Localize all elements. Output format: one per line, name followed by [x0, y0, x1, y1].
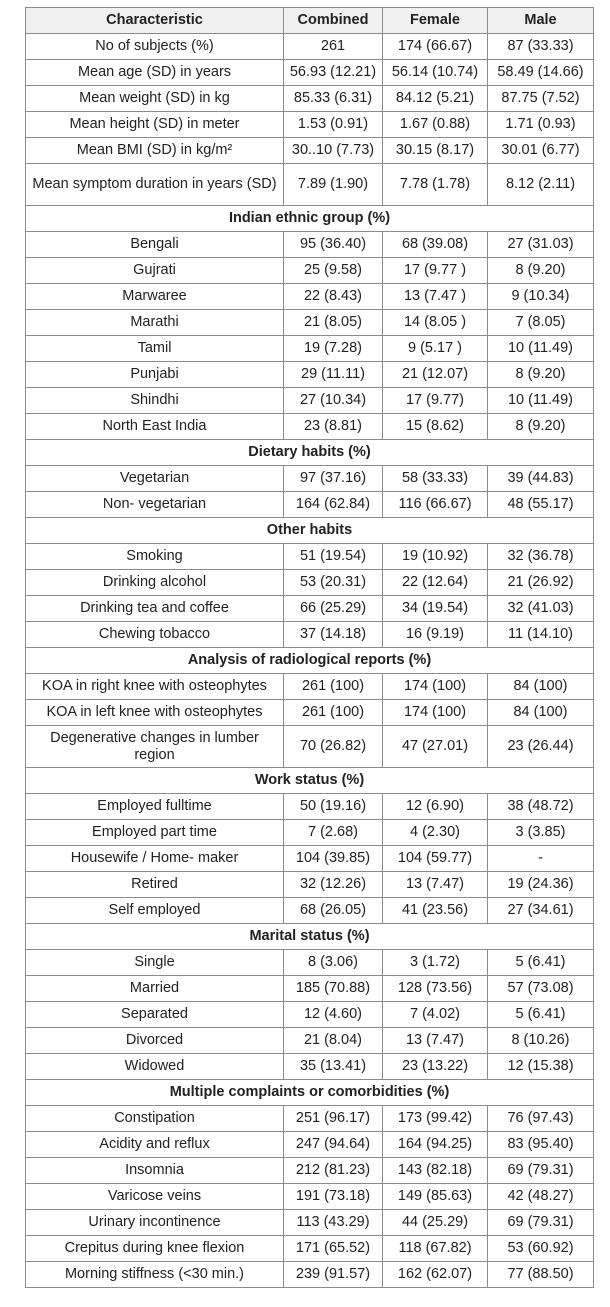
male-cell: 8 (10.26): [488, 1028, 594, 1054]
female-cell: 174 (66.67): [383, 34, 488, 60]
characteristic-cell: Crepitus during knee flexion: [26, 1236, 284, 1262]
combined-cell: 185 (70.88): [284, 976, 383, 1002]
section-header-row: [26, 440, 594, 466]
table-row: [26, 1184, 594, 1210]
combined-cell: 56.93 (12.21): [284, 60, 383, 86]
female-cell: 14 (8.05 ): [383, 310, 488, 336]
male-cell: 8 (9.20): [488, 362, 594, 388]
table-row: [26, 1028, 594, 1054]
table-row: [26, 86, 594, 112]
section-title: Analysis of radiological reports (%): [26, 648, 594, 674]
header-combined: Combined: [284, 8, 383, 34]
female-cell: 174 (100): [383, 674, 488, 700]
combined-cell: 53 (20.31): [284, 570, 383, 596]
male-cell: 53 (60.92): [488, 1236, 594, 1262]
male-cell: 1.71 (0.93): [488, 112, 594, 138]
characteristic-cell: Vegetarian: [26, 466, 284, 492]
male-cell: 12 (15.38): [488, 1054, 594, 1080]
combined-cell: 95 (36.40): [284, 232, 383, 258]
combined-cell: 70 (26.82): [284, 726, 383, 768]
header-male: Male: [488, 8, 594, 34]
section-header-row: [26, 518, 594, 544]
characteristic-cell: Mean age (SD) in years: [26, 60, 284, 86]
male-cell: 87.75 (7.52): [488, 86, 594, 112]
female-cell: 9 (5.17 ): [383, 336, 488, 362]
combined-cell: 261: [284, 34, 383, 60]
section-header-row: [26, 924, 594, 950]
female-cell: 173 (99.42): [383, 1106, 488, 1132]
combined-cell: 1.53 (0.91): [284, 112, 383, 138]
male-cell: 83 (95.40): [488, 1132, 594, 1158]
male-cell: 21 (26.92): [488, 570, 594, 596]
characteristic-cell: Acidity and reflux: [26, 1132, 284, 1158]
characteristic-cell: Retired: [26, 872, 284, 898]
table-header-row: [26, 8, 594, 34]
table-row: [26, 112, 594, 138]
characteristic-cell: Morning stiffness (<30 min.): [26, 1262, 284, 1288]
female-cell: 118 (67.82): [383, 1236, 488, 1262]
female-cell: 22 (12.64): [383, 570, 488, 596]
combined-cell: 27 (10.34): [284, 388, 383, 414]
combined-cell: 251 (96.17): [284, 1106, 383, 1132]
combined-cell: 7.89 (1.90): [284, 164, 383, 206]
combined-cell: 261 (100): [284, 700, 383, 726]
characteristic-cell: Mean weight (SD) in kg: [26, 86, 284, 112]
female-cell: 47 (27.01): [383, 726, 488, 768]
characteristic-cell: No of subjects (%): [26, 34, 284, 60]
table-row: [26, 622, 594, 648]
male-cell: 9 (10.34): [488, 284, 594, 310]
male-cell: 57 (73.08): [488, 976, 594, 1002]
male-cell: 76 (97.43): [488, 1106, 594, 1132]
male-cell: 32 (36.78): [488, 544, 594, 570]
male-cell: 11 (14.10): [488, 622, 594, 648]
table-row: [26, 950, 594, 976]
combined-cell: 30..10 (7.73): [284, 138, 383, 164]
characteristic-cell: Married: [26, 976, 284, 1002]
combined-cell: 113 (43.29): [284, 1210, 383, 1236]
male-cell: 87 (33.33): [488, 34, 594, 60]
section-title: Indian ethnic group (%): [26, 206, 594, 232]
table-row: [26, 138, 594, 164]
combined-cell: 25 (9.58): [284, 258, 383, 284]
male-cell: 42 (48.27): [488, 1184, 594, 1210]
header-female: Female: [383, 8, 488, 34]
table-row: [26, 1210, 594, 1236]
male-cell: 10 (11.49): [488, 388, 594, 414]
characteristic-cell: Non- vegetarian: [26, 492, 284, 518]
combined-cell: 35 (13.41): [284, 1054, 383, 1080]
female-cell: 116 (66.67): [383, 492, 488, 518]
female-cell: 19 (10.92): [383, 544, 488, 570]
table-row: [26, 1054, 594, 1080]
characteristics-table-container: [25, 7, 593, 1288]
characteristic-cell: Drinking alcohol: [26, 570, 284, 596]
female-cell: 15 (8.62): [383, 414, 488, 440]
female-cell: 56.14 (10.74): [383, 60, 488, 86]
combined-cell: 32 (12.26): [284, 872, 383, 898]
characteristic-cell: KOA in right knee with osteophytes: [26, 674, 284, 700]
table-row: [26, 794, 594, 820]
characteristic-cell: Drinking tea and coffee: [26, 596, 284, 622]
characteristic-cell: Separated: [26, 1002, 284, 1028]
table-row: [26, 336, 594, 362]
table-body: [26, 34, 594, 1288]
combined-cell: 212 (81.23): [284, 1158, 383, 1184]
section-header-row: [26, 648, 594, 674]
table-row: [26, 34, 594, 60]
combined-cell: 8 (3.06): [284, 950, 383, 976]
combined-cell: 191 (73.18): [284, 1184, 383, 1210]
male-cell: 58.49 (14.66): [488, 60, 594, 86]
section-title: Multiple complaints or comorbidities (%): [26, 1080, 594, 1106]
female-cell: 162 (62.07): [383, 1262, 488, 1288]
male-cell: 48 (55.17): [488, 492, 594, 518]
characteristic-cell: Bengali: [26, 232, 284, 258]
female-cell: 3 (1.72): [383, 950, 488, 976]
characteristics-table: [25, 7, 594, 1288]
combined-cell: 23 (8.81): [284, 414, 383, 440]
combined-cell: 171 (65.52): [284, 1236, 383, 1262]
table-row: [26, 466, 594, 492]
female-cell: 149 (85.63): [383, 1184, 488, 1210]
female-cell: 13 (7.47): [383, 872, 488, 898]
female-cell: 174 (100): [383, 700, 488, 726]
characteristic-cell: Single: [26, 950, 284, 976]
characteristic-cell: Tamil: [26, 336, 284, 362]
characteristic-cell: Insomnia: [26, 1158, 284, 1184]
combined-cell: 104 (39.85): [284, 846, 383, 872]
male-cell: 39 (44.83): [488, 466, 594, 492]
male-cell: 8 (9.20): [488, 258, 594, 284]
header-characteristic: Characteristic: [26, 8, 284, 34]
section-header-row: [26, 768, 594, 794]
combined-cell: 21 (8.05): [284, 310, 383, 336]
male-cell: -: [488, 846, 594, 872]
male-cell: 27 (31.03): [488, 232, 594, 258]
male-cell: 8 (9.20): [488, 414, 594, 440]
characteristic-cell: Divorced: [26, 1028, 284, 1054]
male-cell: 27 (34.61): [488, 898, 594, 924]
characteristic-cell: Chewing tobacco: [26, 622, 284, 648]
male-cell: 7 (8.05): [488, 310, 594, 336]
female-cell: 34 (19.54): [383, 596, 488, 622]
female-cell: 13 (7.47 ): [383, 284, 488, 310]
section-title: Other habits: [26, 518, 594, 544]
combined-cell: 68 (26.05): [284, 898, 383, 924]
male-cell: 23 (26.44): [488, 726, 594, 768]
table-row: [26, 164, 594, 206]
table-row: [26, 544, 594, 570]
table-row: [26, 898, 594, 924]
table-row: [26, 258, 594, 284]
table-row: [26, 492, 594, 518]
female-cell: 12 (6.90): [383, 794, 488, 820]
combined-cell: 164 (62.84): [284, 492, 383, 518]
characteristic-cell: Degenerative changes in lumber region: [26, 726, 284, 768]
table-row: [26, 846, 594, 872]
table-row: [26, 596, 594, 622]
table-row: [26, 310, 594, 336]
table-row: [26, 726, 594, 768]
table-row: [26, 388, 594, 414]
characteristic-cell: Widowed: [26, 1054, 284, 1080]
female-cell: 30.15 (8.17): [383, 138, 488, 164]
combined-cell: 247 (94.64): [284, 1132, 383, 1158]
table-row: [26, 362, 594, 388]
male-cell: 10 (11.49): [488, 336, 594, 362]
female-cell: 16 (9.19): [383, 622, 488, 648]
table-row: [26, 284, 594, 310]
table-row: [26, 1106, 594, 1132]
combined-cell: 29 (11.11): [284, 362, 383, 388]
male-cell: 32 (41.03): [488, 596, 594, 622]
male-cell: 69 (79.31): [488, 1158, 594, 1184]
female-cell: 7.78 (1.78): [383, 164, 488, 206]
characteristic-cell: Self employed: [26, 898, 284, 924]
characteristic-cell: Mean BMI (SD) in kg/m²: [26, 138, 284, 164]
section-header-row: [26, 206, 594, 232]
table-row: [26, 820, 594, 846]
table-row: [26, 674, 594, 700]
characteristic-cell: Marwaree: [26, 284, 284, 310]
characteristic-cell: Mean symptom duration in years (SD): [26, 164, 284, 206]
characteristic-cell: KOA in left knee with osteophytes: [26, 700, 284, 726]
table-row: [26, 232, 594, 258]
female-cell: 21 (12.07): [383, 362, 488, 388]
combined-cell: 37 (14.18): [284, 622, 383, 648]
combined-cell: 85.33 (6.31): [284, 86, 383, 112]
female-cell: 17 (9.77): [383, 388, 488, 414]
characteristic-cell: Shindhi: [26, 388, 284, 414]
male-cell: 69 (79.31): [488, 1210, 594, 1236]
combined-cell: 97 (37.16): [284, 466, 383, 492]
female-cell: 1.67 (0.88): [383, 112, 488, 138]
combined-cell: 50 (19.16): [284, 794, 383, 820]
female-cell: 84.12 (5.21): [383, 86, 488, 112]
combined-cell: 239 (91.57): [284, 1262, 383, 1288]
combined-cell: 19 (7.28): [284, 336, 383, 362]
male-cell: 8.12 (2.11): [488, 164, 594, 206]
male-cell: 84 (100): [488, 674, 594, 700]
male-cell: 77 (88.50): [488, 1262, 594, 1288]
table-row: [26, 976, 594, 1002]
male-cell: 30.01 (6.77): [488, 138, 594, 164]
table-row: [26, 1158, 594, 1184]
male-cell: 3 (3.85): [488, 820, 594, 846]
section-header-row: [26, 1080, 594, 1106]
female-cell: 143 (82.18): [383, 1158, 488, 1184]
section-title: Work status (%): [26, 768, 594, 794]
female-cell: 58 (33.33): [383, 466, 488, 492]
male-cell: 5 (6.41): [488, 950, 594, 976]
combined-cell: 21 (8.04): [284, 1028, 383, 1054]
female-cell: 41 (23.56): [383, 898, 488, 924]
table-row: [26, 1262, 594, 1288]
combined-cell: 7 (2.68): [284, 820, 383, 846]
table-row: [26, 570, 594, 596]
female-cell: 23 (13.22): [383, 1054, 488, 1080]
female-cell: 128 (73.56): [383, 976, 488, 1002]
table-row: [26, 1132, 594, 1158]
female-cell: 13 (7.47): [383, 1028, 488, 1054]
characteristic-cell: Gujrati: [26, 258, 284, 284]
table-row: [26, 1236, 594, 1262]
characteristic-cell: Marathi: [26, 310, 284, 336]
characteristic-cell: North East India: [26, 414, 284, 440]
female-cell: 104 (59.77): [383, 846, 488, 872]
male-cell: 38 (48.72): [488, 794, 594, 820]
characteristic-cell: Employed part time: [26, 820, 284, 846]
section-title: Dietary habits (%): [26, 440, 594, 466]
characteristic-cell: Varicose veins: [26, 1184, 284, 1210]
combined-cell: 22 (8.43): [284, 284, 383, 310]
table-row: [26, 414, 594, 440]
female-cell: 68 (39.08): [383, 232, 488, 258]
characteristic-cell: Constipation: [26, 1106, 284, 1132]
male-cell: 84 (100): [488, 700, 594, 726]
combined-cell: 66 (25.29): [284, 596, 383, 622]
table-row: [26, 700, 594, 726]
table-row: [26, 872, 594, 898]
characteristic-cell: Urinary incontinence: [26, 1210, 284, 1236]
characteristic-cell: Mean height (SD) in meter: [26, 112, 284, 138]
table-row: [26, 60, 594, 86]
combined-cell: 12 (4.60): [284, 1002, 383, 1028]
female-cell: 164 (94.25): [383, 1132, 488, 1158]
female-cell: 17 (9.77 ): [383, 258, 488, 284]
characteristic-cell: Punjabi: [26, 362, 284, 388]
male-cell: 5 (6.41): [488, 1002, 594, 1028]
table-row: [26, 1002, 594, 1028]
characteristic-cell: Housewife / Home- maker: [26, 846, 284, 872]
female-cell: 44 (25.29): [383, 1210, 488, 1236]
male-cell: 19 (24.36): [488, 872, 594, 898]
female-cell: 7 (4.02): [383, 1002, 488, 1028]
section-title: Marital status (%): [26, 924, 594, 950]
combined-cell: 51 (19.54): [284, 544, 383, 570]
female-cell: 4 (2.30): [383, 820, 488, 846]
characteristic-cell: Employed fulltime: [26, 794, 284, 820]
characteristic-cell: Smoking: [26, 544, 284, 570]
combined-cell: 261 (100): [284, 674, 383, 700]
